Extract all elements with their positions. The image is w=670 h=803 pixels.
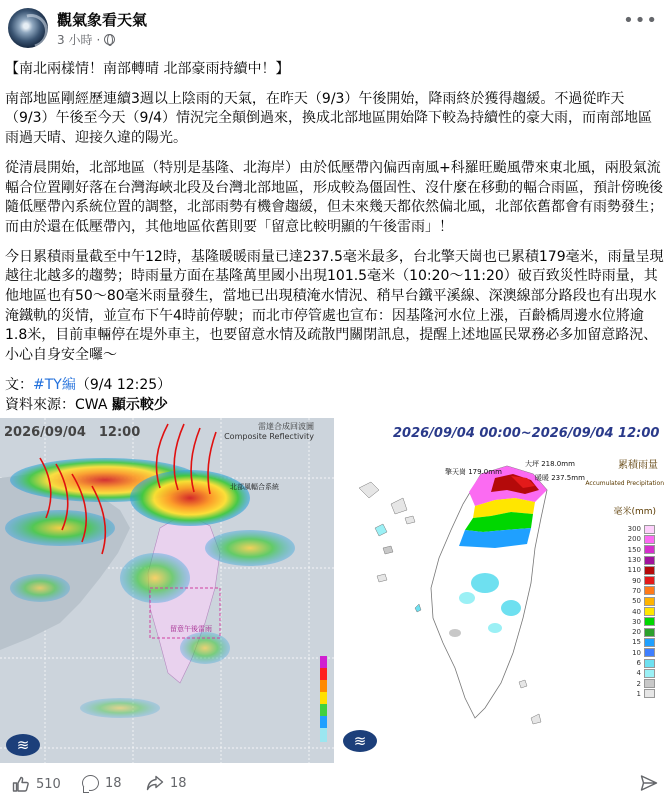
legend-row	[618, 524, 658, 534]
storm-label: 留意午後雷雨	[170, 625, 212, 633]
comment-count: 18	[105, 775, 122, 791]
station-label: 大坪 218.0mm	[525, 460, 575, 468]
legend-value: 4	[636, 669, 641, 678]
legend-swatch	[644, 556, 655, 565]
radar-title: 雷達合成回波圖 Composite Reflectivity	[224, 422, 314, 441]
legend-value: 300	[627, 525, 641, 534]
legend-swatch	[644, 689, 655, 698]
post-images[interactable]	[0, 418, 670, 763]
legend-value: 90	[632, 576, 641, 585]
thumbs-up-icon	[12, 775, 30, 793]
like-button[interactable]	[12, 775, 61, 793]
legend-swatch	[644, 525, 655, 534]
post-meta: 3 小時 ·	[57, 31, 115, 48]
radar-image[interactable]	[0, 418, 334, 763]
legend-swatch	[644, 607, 655, 616]
share-button[interactable]	[146, 775, 187, 791]
radar-date: 2026/09/04 12:00	[4, 425, 141, 440]
source-line: 資料來源：CWA 顯示較少	[5, 396, 168, 413]
legend-row	[618, 575, 658, 585]
post-time[interactable]: 3 小時	[57, 33, 93, 47]
legend-unit: 毫米(mm)	[613, 507, 656, 517]
page-name[interactable]: 觀氣象看天氣	[57, 11, 148, 29]
legend-row	[618, 555, 658, 565]
radar-map	[0, 418, 334, 763]
station-label: 暖暖 237.5mm	[535, 474, 585, 482]
legend-value: 15	[632, 638, 641, 647]
post-title: 【南北兩樣情！南部轉晴 北部豪雨持續中！】	[5, 61, 290, 77]
legend-swatch	[644, 679, 655, 688]
cwa-logo-icon	[6, 734, 40, 756]
legend-row	[618, 534, 658, 544]
legend-swatch	[644, 545, 655, 554]
legend-row	[618, 627, 658, 637]
legend-row	[618, 637, 658, 647]
avatar[interactable]	[8, 8, 48, 48]
globe-icon	[104, 34, 115, 45]
more-options-button[interactable]: •••	[623, 10, 658, 31]
legend-row	[618, 689, 658, 699]
rainfall-image[interactable]	[334, 418, 670, 763]
legend-subtitle: Accumulated Precipitation	[585, 480, 664, 487]
legend-value: 40	[632, 607, 641, 616]
legend-row	[618, 658, 658, 668]
legend-value: 6	[636, 659, 641, 667]
legend-swatch	[644, 648, 655, 657]
post-paragraph-1: 南部地區剛經歷連續3週以上陰雨的天氣，在昨天（9/3）午後開始，降雨終於獲得趨緩。不過從昨天（9/3）午後至今天（9/4）情況完全顛倒過來，換成北部地區開始降下較為持續性的豪大雨，而南部地區雨過天晴、迎接久違的陽光。	[5, 90, 653, 147]
legend-row	[618, 606, 658, 616]
legend-value: 10	[632, 648, 641, 657]
legend-row	[618, 596, 658, 606]
legend-swatch	[644, 617, 655, 626]
hashtag-link[interactable]: #TY編	[33, 376, 76, 393]
legend-value: 20	[632, 628, 641, 637]
legend-swatch	[644, 628, 655, 637]
legend-swatch	[644, 576, 655, 585]
legend-value: 30	[632, 617, 641, 626]
legend-value: 130	[627, 556, 641, 565]
author-line: 文：#TY編（9/4 12:25）	[5, 376, 172, 393]
legend-row	[618, 586, 658, 596]
legend-value: 50	[632, 597, 641, 606]
legend-swatch	[644, 638, 655, 647]
show-less-button[interactable]: 顯示較少	[111, 396, 168, 413]
comment-button[interactable]	[82, 775, 122, 791]
messenger-send-icon[interactable]	[640, 774, 658, 792]
legend-row	[618, 617, 658, 627]
legend-row	[618, 678, 658, 688]
legend-swatch	[644, 586, 655, 595]
radar-color-scale	[320, 656, 327, 742]
share-count: 18	[170, 775, 187, 791]
legend-value: 110	[627, 566, 641, 575]
legend-value: 2	[636, 679, 641, 688]
post-header	[0, 0, 670, 56]
like-count: 510	[36, 776, 61, 792]
legend-row	[618, 565, 658, 575]
comment-icon	[82, 775, 99, 791]
rainfall-legend	[618, 524, 658, 699]
station-label: 擎天崗 179.0mm	[445, 468, 502, 476]
share-icon	[146, 775, 164, 791]
legend-swatch	[644, 669, 655, 678]
legend-value: 200	[627, 535, 641, 544]
legend-row	[618, 668, 658, 678]
legend-title: 累積雨量	[618, 460, 658, 471]
legend-value: 1	[636, 689, 641, 698]
legend-row	[618, 648, 658, 658]
post-paragraph-2: 從清晨開始，北部地區（特別是基隆、北海岸）由於低壓帶內偏西南風+科羅旺颱風帶來東北風，兩股氣流輻合位置剛好落在台灣海峽北段及台灣北部地區，形成較為僵固性、沒什麼在移動的輻合雨區，預計傍晚後隨低壓帶內系統位置的調整，北部雨勢有機會趨緩，但未來幾天都依然偏北風，北部依舊都會有雨勢發生；而由於還在低壓帶內，其他地區依舊則要「留意比較明顯的午後雷雨」！	[5, 159, 663, 235]
legend-swatch	[644, 597, 655, 606]
post-body	[5, 60, 665, 415]
legend-swatch	[644, 566, 655, 575]
post-paragraph-3: 今日累積雨量截至中午12時，基隆暖暖雨量已達237.5毫米最多，台北擎天崗也已累積179毫米，雨量呈現越往北越多的趨勢；時雨量方面在基隆萬里國小出現101.5毫米（10:20～11:20）破百致災性時雨量，其他地區也有50～80毫米雨量發生，當地已出現積淹水情況、稍早台鐵平溪線、深澳線部分路段也有出現水淹鐵軌的災情，並宣布下午4時前停駛；而北市停管處也宣布：因基隆河水位上漲，百齡橋周邊水位將逾1.8米，目前車輛停在堤外車主，也要留意水情及疏散門關閉訊息，提醒上述地區民眾務必多加留意路況、小心自身安全囉〜	[5, 248, 664, 364]
rainfall-date: 2026/09/04 00:00~2026/09/04 12:00	[393, 426, 660, 441]
legend-swatch	[644, 535, 655, 544]
legend-row	[618, 545, 658, 555]
legend-value: 70	[632, 586, 641, 595]
legend-swatch	[644, 659, 655, 668]
cwa-logo-icon	[343, 730, 377, 752]
wind-label: 北部風輻合系統	[230, 483, 279, 491]
action-bar	[0, 763, 670, 803]
legend-value: 150	[627, 545, 641, 554]
